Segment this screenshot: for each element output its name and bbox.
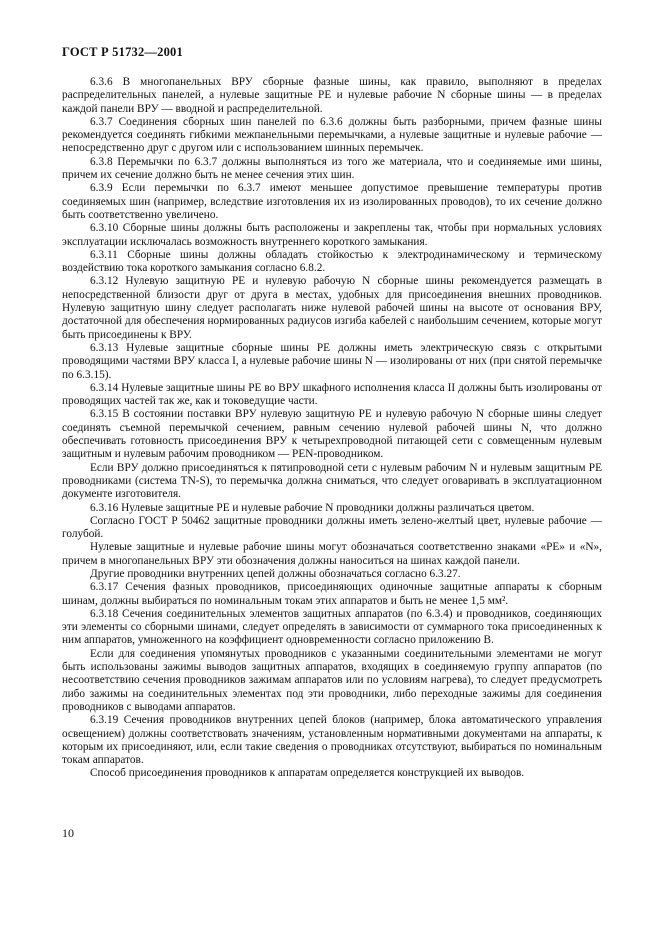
paragraph-6-3-19-note: Способ присоединения проводников к аппаратам определяется конструкцией их выводов.	[90, 767, 525, 780]
document-header: ГОСТ Р 51732—2001	[62, 45, 183, 59]
paragraph-6-3-7: 6.3.7 Соединения сборных шин панелей по 6.3.6 должны быть разборными, причем фазные шины рекомендуется соединять гибкими межпанельными перемычками, а нулевые защитные и нулевые рабочие — непосредственно друг с другом или с использованием шинных перемычек.	[62, 115, 602, 155]
paragraph-6-3-16-colors: Согласно ГОСТ Р 50462 защитные проводники должны иметь зелено-желтый цвет, нулевые рабочие — голубой.	[62, 514, 602, 541]
paragraph-6-3-11: 6.3.11 Сборные шины должны обладать стойкостью к электродинамическому и термическому воздействию тока короткого замыкания согласно 6.8.2.	[62, 248, 602, 275]
paragraph-6-3-14: 6.3.14 Нулевые защитные шины PE во ВРУ шкафного исполнения класса II должны быть изолированы от проводящих частей так же, как и токоведущие части.	[62, 381, 602, 408]
paragraph-6-3-6: 6.3.6 В многопанельных ВРУ сборные фазные шины, как правило, выполняют в пределах распределительных панелей, а нулевые защитные PE и нулевые рабочие N сборные шины — в пределах каждой панели ВРУ — вводной и распределительной.	[62, 76, 602, 115]
paragraph-6-3-8: 6.3.8 Перемычки по 6.3.7 должны выполняться из того же материала, что и соединяемые ими шины, причем их сечение должно быть не менее сечения этих шин.	[62, 155, 602, 182]
paragraph-6-3-16-other: Другие проводники внутренних цепей должны обозначаться согласно 6.3.27.	[90, 567, 461, 580]
paragraph-6-3-15: 6.3.15 В состоянии поставки ВРУ нулевую защитную PE и нулевую рабочую N сборные шины следует соединять съемной перемычкой сечением, равным сечению нулевой рабочей шины N, что должно обеспечивать готовность присоединения ВРУ к четырехпроводной питающей сети с совмещенным нулевым защитным и нулевым рабочим проводником — PEN-проводником.	[62, 408, 602, 461]
paragraph-6-3-17: 6.3.17 Сечения фазных проводников, присоединяющих одиночные защитные аппараты к сборным шинам, должны выбираться по номинальным токам этих аппаратов и быть не менее 1,5 мм².	[62, 581, 602, 607]
paragraph-6-3-19: 6.3.19 Сечения проводников внутренних цепей блоков (например, блока автоматического управления освещением) должны соответствовать значениям, установленным нормативными документами на аппараты, к которым их присоединяют, или, если такие сведения о проводниках отсутствуют, выбираться по номинальным токам аппаратов.	[62, 714, 602, 767]
paragraph-6-3-16: 6.3.16 Нулевые защитные PE и нулевые рабочие N проводники должны различаться цветом.	[90, 501, 535, 514]
paragraph-6-3-18: 6.3.18 Сечения соединительных элементов защитных аппаратов (по 6.3.4) и проводников, соединяющих эти элементы со сборными шинами, следует определять в зависимости от суммарного тока присоединенных к ним аппаратов, умноженного на коэффициент одновременности согласно приложению В.	[62, 607, 602, 647]
paragraph-6-3-10: 6.3.10 Сборные шины должны быть расположены и закреплены так, чтобы при нормальных условиях эксплуатации исключалась возможность внутреннего короткого замыкания.	[62, 222, 602, 248]
paragraph-6-3-15-note: Если ВРУ должно присоединяться к пятипроводной сети с нулевым рабочим N и нулевым защитным PE проводниками (система TN-S), то перемычка должна сниматься, что следует оговаривать в эксплуатационном документе изготовителя.	[62, 461, 602, 501]
paragraph-6-3-13: 6.3.13 Нулевые защитные сборные шины PE должны иметь электрическую связь с открытыми проводящими частями ВРУ класса I, а нулевые рабочие шины N — изолированы от них (при снятой перемычке по 6.3.15).	[62, 341, 602, 381]
paragraph-6-3-9: 6.3.9 Если перемычки по 6.3.7 имеют меньшее допустимое превышение температуры против соединяемых шин (например, вследствие изготовления их из изолированных проводов), то их сечение должно быть соответственно увеличено.	[62, 182, 602, 221]
paragraph-6-3-16-markings: Нулевые защитные и нулевые рабочие шины могут обозначаться соответственно знаками «PE» и «N», причем в многопанельных ВРУ эти обозначения должны наноситься на шинах каждой панели.	[62, 541, 602, 567]
paragraph-6-3-12: 6.3.12 Нулевую защитную PE и нулевую рабочую N сборные шины рекомендуется размещать в непосредственной близости друг от друга в местах, удобных для присоединения внешних проводников. Нулевую защитную шину следует располагать ниже нулевой рабочей шины на высоте от основания ВРУ, достаточной для обеспечения нормированных радиусов изгиба кабелей с наибольшим сечением, которые могут быть присоединены к ВРУ.	[62, 275, 602, 341]
document-body	[62, 76, 602, 781]
paragraph-6-3-18-note: Если для соединения упомянутых проводников с указанными соединительными элементами не могут быть использованы зажимы выводов защитных аппаратов, входящих в соединяемую группу аппаратов (по несоответствию сечения проводников зажимам аппаратов или по условиям нагрева), то следует предусмотреть либо зажимы на соединительных элементах под эти проводники, либо переходные зажимы для соединения проводников с выводами аппаратов.	[62, 647, 602, 713]
page-number: 10	[62, 826, 74, 840]
